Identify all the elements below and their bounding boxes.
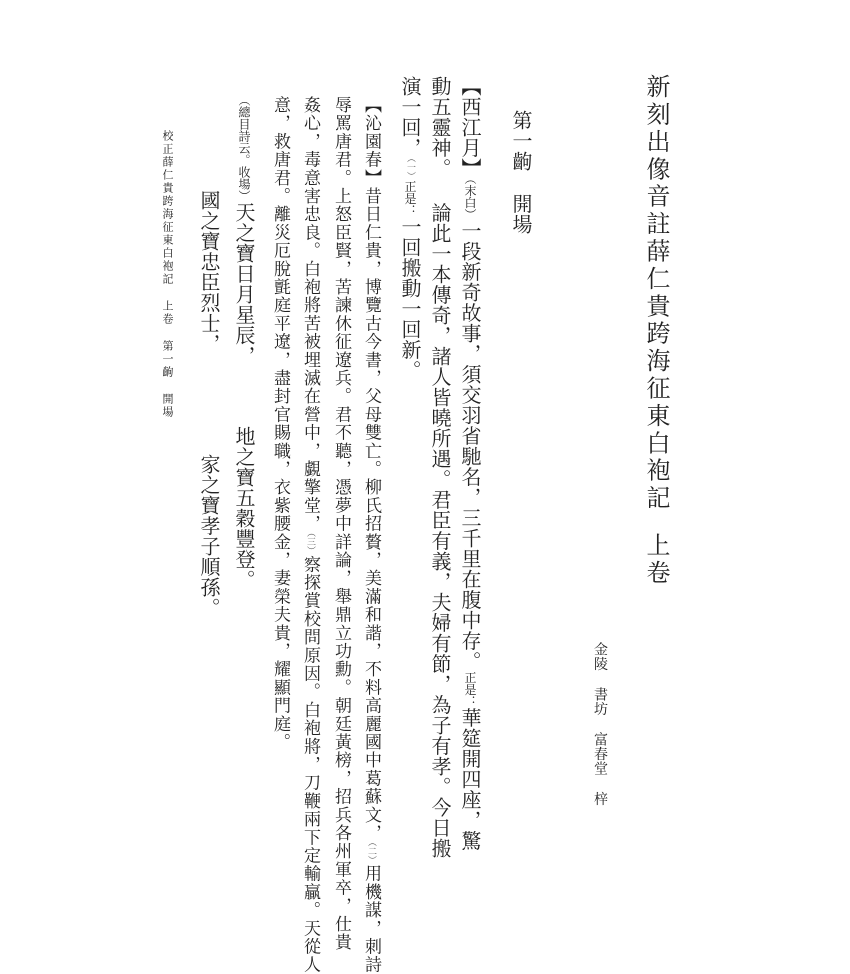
poem-line: 天之寶日月星辰， [232, 202, 256, 366]
text-column-4 [362, 96, 379, 974]
text-column-9 [199, 190, 219, 618]
verse: 意，救唐君。離災厄脫氈庭平遼，盡封官賜職，衣紫腰金，妻榮夫貴，耀顯門庭。 [270, 96, 290, 752]
footer-act: 第一齣 [161, 340, 174, 379]
verse: 演一回， [398, 76, 422, 158]
verse: 論此一本傳奇，諸人皆曉所遇。君臣有義，夫婦有節，為子有孝。今日搬 [428, 202, 452, 859]
verse: 用機謀，刺詩 [361, 864, 381, 974]
act-heading [511, 110, 531, 235]
text-column-3 [400, 76, 420, 381]
text-column-7 [271, 96, 288, 751]
verse: 【沁園春】昔日仁貴，博覽古今書，父母雙亡。柳氏招贅，美滿和諧，不料高麗國中葛蘇文， [361, 96, 381, 843]
tune-name: 【西江月】 [458, 76, 482, 179]
text-column-5 [332, 96, 349, 951]
footnote-marker: （三） [305, 532, 315, 556]
footnote-marker: （一） [405, 158, 415, 181]
stage-note: （總目詩云。收場） [237, 94, 251, 202]
poem-line: 家之寶孝子順孫。 [197, 454, 221, 618]
verse: 華筵開四座，驚 [458, 707, 482, 851]
verse: 辱罵唐君。上怒臣賢，苦諫休征遼兵。君不聽，憑夢中詳論，舉鼎立功勳。朝廷黃榜，招兵各州軍卒，仕貴 [331, 96, 351, 952]
poem-line: 國之寶忠臣烈士， [197, 190, 221, 354]
publisher-place: 金陵 [592, 642, 608, 671]
verse: 一回搬動一回新。 [398, 216, 422, 381]
page-footer [162, 130, 173, 419]
footer-name: 開場 [161, 393, 174, 419]
text-column-8 [234, 94, 254, 590]
publisher-line [593, 642, 607, 806]
title-volume: 上卷 [642, 532, 670, 588]
footnote-marker: （二） [366, 842, 376, 865]
footer-volume: 上卷 [161, 300, 174, 326]
publisher-name: 富春堂 [592, 732, 608, 776]
note: 正是： [463, 671, 477, 708]
verse: 察探賞校問原因。白袍將，刀鞭兩下定輸贏。天從人 [300, 555, 320, 974]
text-column-1 [460, 76, 480, 851]
title-main: 新刻出像音註薛仁貴跨海征東白袍記 [642, 74, 670, 513]
book-title [644, 74, 668, 587]
stage-note: （末白） [463, 178, 477, 221]
text-column-2 [430, 76, 450, 859]
act-number: 第一齣 [509, 110, 533, 172]
verse: 動五靈神。 [428, 76, 452, 179]
verse: 姦心，毒意害忠良。白袍將苦被埋滅在營中，覷擎堂， [300, 96, 320, 533]
publisher-shop: 書坊 [592, 687, 608, 716]
note: 正是： [403, 180, 417, 217]
poem-line: 地之寶五穀豐登。 [232, 426, 256, 590]
footer-book: 校正薛仁貴跨海征東白袍記 [161, 130, 174, 286]
publisher-action: 梓 [592, 791, 608, 806]
verse: 一段新奇故事，須交羽省馳名，三千里在腹中存。 [458, 220, 482, 672]
act-name: 開場 [509, 193, 533, 235]
text-column-6 [301, 96, 318, 974]
